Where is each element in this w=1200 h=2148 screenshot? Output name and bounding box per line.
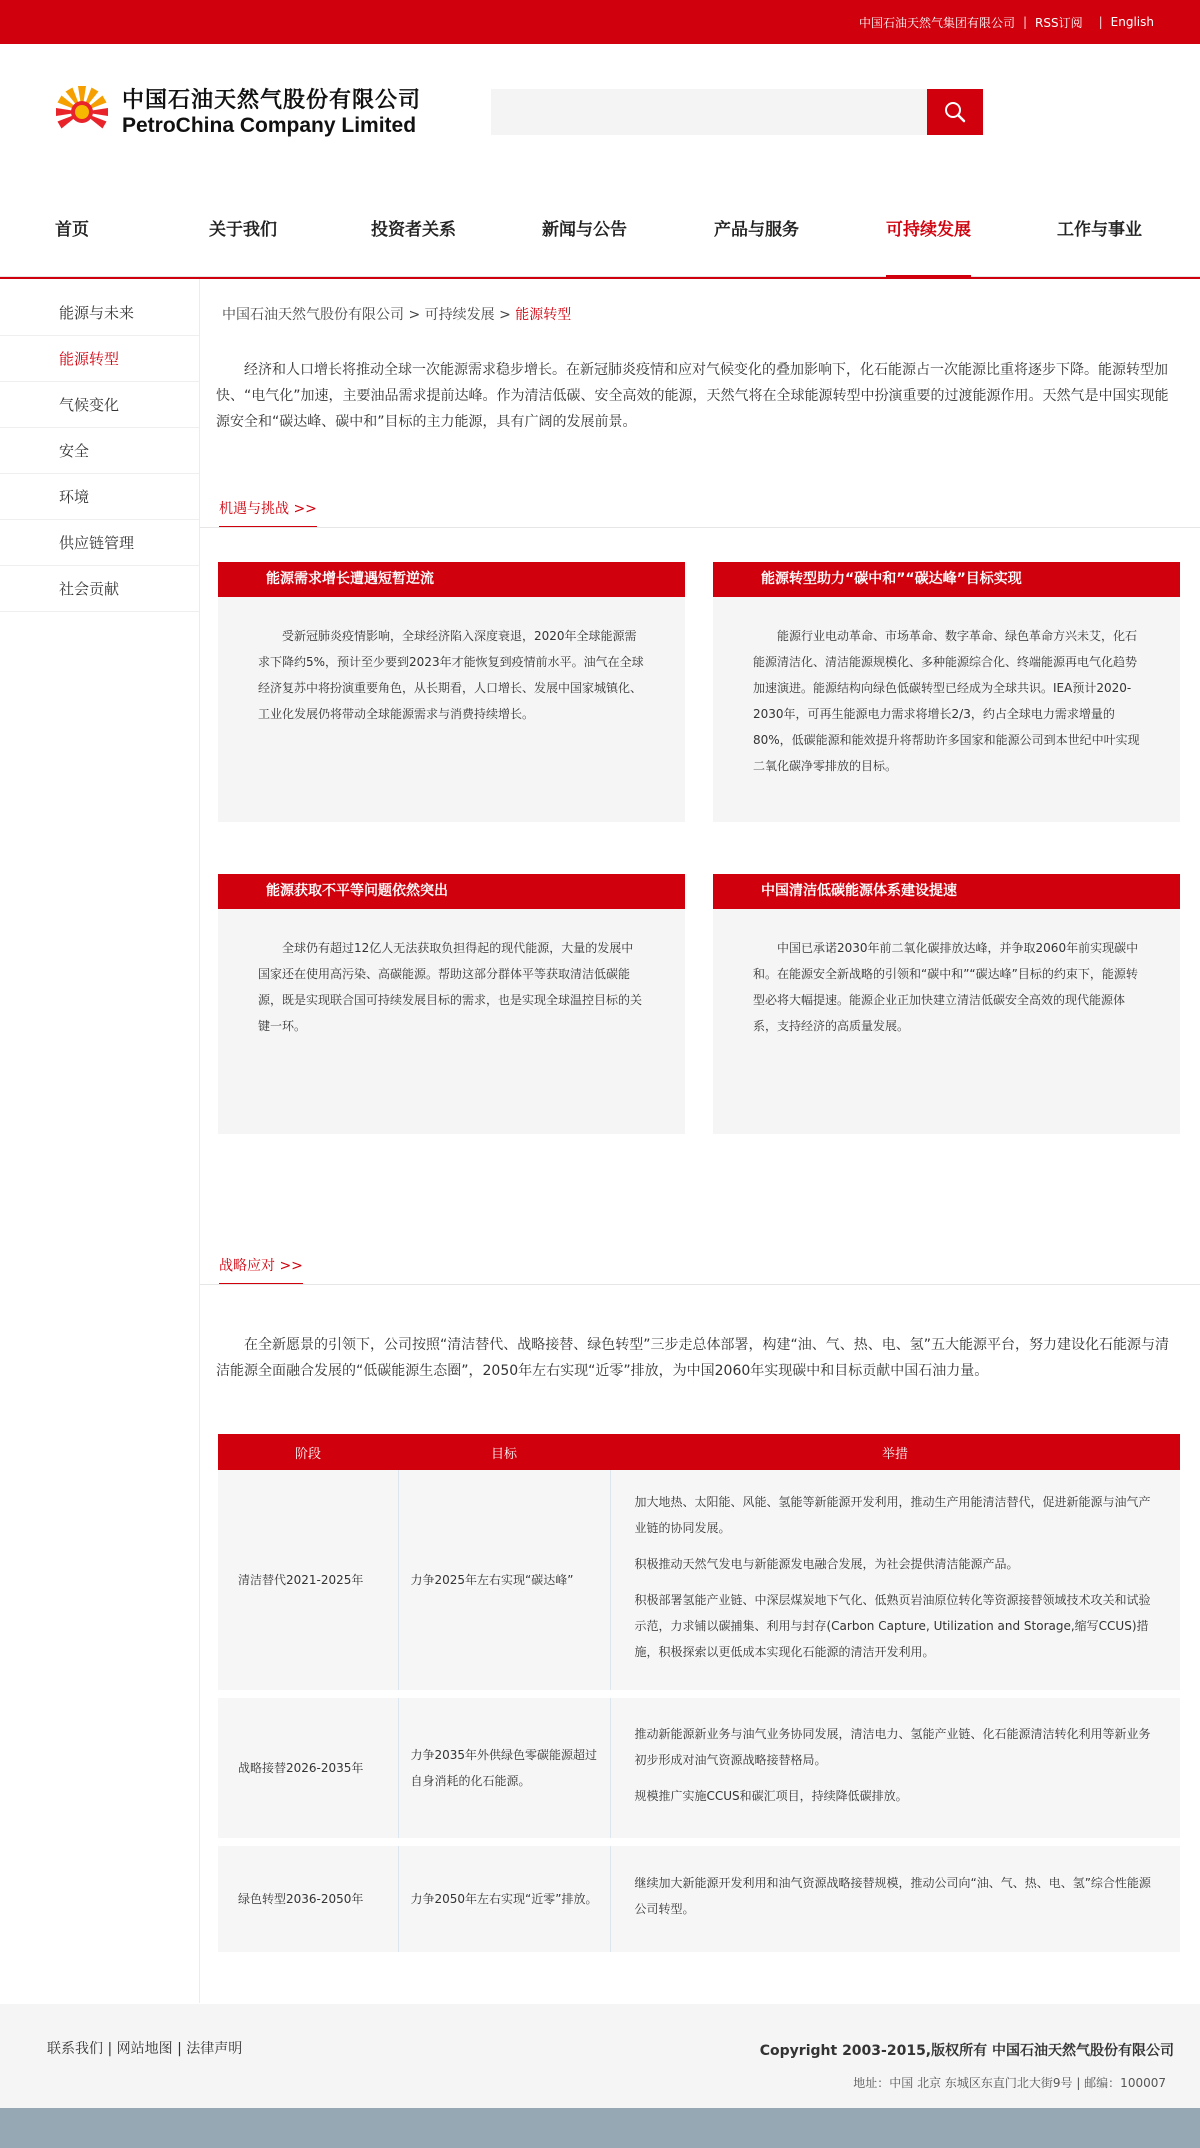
breadcrumb-sep: > [494,307,516,323]
search-box [491,89,983,135]
site-logo[interactable] [54,82,421,138]
measure-item: 加大地热、太阳能、风能、氢能等新能源开发利用，推动生产用能清洁替代，促进新能源与油气产业链的协同发展。 [634,1495,1151,1535]
card-title: 能源转型助力“碳中和”“碳达峰”目标实现 [713,562,1180,597]
nav-careers[interactable]: 工作与事业 [1057,220,1142,240]
measure-item: 积极推动天然气发电与新能源发电融合发展，为社会提供清洁能源产品。 [634,1557,1019,1571]
search-button[interactable] [927,89,983,135]
card-transition [713,562,1180,822]
footer-copyright: Copyright 2003-2015,版权所有 中国石油天然气股份有限公司 [759,2043,1174,2059]
breadcrumb-parent[interactable]: 可持续发展 [424,307,495,323]
sidebar [0,290,199,612]
table-cell-measures [610,1698,1180,1838]
sidebar-item-safety[interactable]: 安全 [0,428,199,474]
section-divider [200,1284,1200,1285]
nav-news[interactable]: 新闻与公告 [542,220,627,240]
sidebar-item-energy-transition[interactable]: 能源转型 [0,336,199,382]
measure-item: 推动新能源新业务与油气业务协同发展，清洁电力、氢能产业链、化石能源清洁转化利用等新业务初步形成对油气资源战略接替格局。 [634,1727,1151,1767]
table-row [218,1470,1180,1690]
card-text: 能源行业电动革命、市场革命、数字革命、绿色革命方兴未艾，化石能源清洁化、清洁能源规模化、多种能源综合化、终端能源再电气化趋势加速演进。能源结构向绿色低碳转型已经成为全球共识。IEA预计2020-2030年，可再生能源电力需求将增长2/3，约占全球电力需求增量的80%，低碳能源和能效提升将帮助许多国家和能源公司到本世纪中叶实现二氧化碳净零排放的目标。 [713,597,1180,822]
card-inequality [218,874,685,1134]
table-cell-stage: 绿色转型2036-2050年 [218,1846,398,1952]
nav-investor[interactable]: 投资者关系 [371,220,456,240]
logo-text [122,83,421,138]
card-title: 能源获取不平等问题依然突出 [218,874,685,909]
breadcrumb [222,304,571,324]
breadcrumb-home[interactable]: 中国石油天然气股份有限公司 [222,307,404,323]
breadcrumb-current: 能源转型 [515,307,572,323]
measure-item: 积极部署氢能产业链、中深层煤炭地下气化、低熟页岩油原位转化等资源接替领域技术攻关和试验示范，力求铺以碳捕集、利用与封存(Carbon Capture, Utilization and Storage,缩写CCUS)措施，积极探索以更低成本实现化石能源的清洁开发利用。 [634,1593,1151,1659]
table-cell-goal: 力争2035年外供绿色零碳能源超过自身消耗的化石能源。 [398,1698,610,1838]
sidebar-item-energy-future[interactable]: 能源与未来 [0,290,199,336]
main-nav [0,200,1200,277]
table-header-stage: 阶段 [218,1434,398,1470]
top-bar [0,0,1200,44]
table-cell-measures [610,1470,1180,1690]
breadcrumb-sep: > [404,307,425,323]
search-input[interactable] [491,89,927,135]
measure-item: 继续加大新能源开发利用和油气资源战略接替规模，推动公司向“油、气、热、电、氢”综合性能源公司转型。 [634,1876,1151,1916]
table-cell-goal: 力争2050年左右实现“近零”排放。 [398,1846,610,1952]
search-icon [943,100,967,124]
table-cell-stage: 清洁替代2021-2025年 [218,1470,398,1690]
table-gap [218,1690,1180,1698]
nav-about[interactable]: 关于我们 [209,220,277,240]
card-demand [218,562,685,822]
section-divider [200,527,1200,528]
sidebar-item-environment[interactable]: 环境 [0,474,199,520]
top-separator: | [1098,15,1103,29]
table-header-measures: 举措 [610,1434,1180,1470]
nav-divider [0,277,1200,279]
rss-link[interactable]: RSS订阅 [1035,15,1083,30]
nav-sustainability[interactable]: 可持续发展 [886,200,971,277]
measure-item: 规模推广实施CCUS和碳汇项目，持续降低碳排放。 [634,1789,908,1803]
card-title: 中国清洁低碳能源体系建设提速 [713,874,1180,909]
card-text: 受新冠肺炎疫情影响，全球经济陷入深度衰退，2020年全球能源需求下降约5%，预计至少要到2023年才能恢复到疫情前水平。油气在全球经济复苏中将扮演重要角色，从长期看，人口增长、发展中国家城镇化、工业化发展仍将带动全球能源需求与消费持续增长。 [218,597,685,822]
table-gap [218,1838,1180,1846]
footer-address: 地址：中国 北京 东城区东直门北大街9号 | 邮编：100007 [853,2076,1166,2090]
footer-link-sitemap[interactable]: 网站地图 [116,2041,173,2057]
sidebar-divider [199,279,200,2003]
footer-link-contact[interactable]: 联系我们 [47,2041,103,2057]
footer-links [47,2038,242,2058]
footer-link-legal[interactable]: 法律声明 [186,2041,243,2057]
company-name-cn: 中国石油天然气股份有限公司 [122,87,422,113]
table-header-goal: 目标 [398,1434,610,1470]
sidebar-item-supply-chain[interactable]: 供应链管理 [0,520,199,566]
english-link[interactable]: English [1110,15,1154,29]
top-links [859,0,1154,44]
top-separator: | [1022,15,1028,29]
footer [0,2004,1200,2108]
sidebar-item-social[interactable]: 社会贡献 [0,566,199,612]
table-row [218,1698,1180,1838]
card-title: 能源需求增长遭遇短暂逆流 [218,562,685,597]
strategy-paragraph: 在全新愿景的引领下，公司按照“清洁替代、战略接替、绿色转型”三步走总体部署，构建“油、气、热、电、氢”五大能源平台，努力建设化石能源与清洁能源全面融合发展的“低碳能源生态圈”，2050年左右实现“近零”排放，为中国2060年实现碳中和目标贡献中国石油力量。 [216,1337,1170,1379]
table-cell-goal: 力争2025年左右实现“碳达峰” [398,1470,610,1690]
group-company-link[interactable]: 中国石油天然气集团有限公司 [858,15,1015,30]
table-cell-measures [610,1846,1180,1952]
footer-separator: | [107,2041,117,2057]
card-text: 中国已承诺2030年前二氧化碳排放达峰，并争取2060年前实现碳中和。在能源安全新战略的引领和“碳中和”“碳达峰”目标的约束下，能源转型必将大幅提速。能源企业正加快建立清洁低碳安全高效的现代能源体系，支持经济的高质量发展。 [713,909,1180,1134]
section-title-opportunities: 机遇与挑战 >> [219,498,317,528]
strategy-table [218,1434,1180,1952]
section-title-strategy: 战略应对 >> [219,1255,303,1285]
card-text: 全球仍有超过12亿人无法获取负担得起的现代能源，大量的发展中国家还在使用高污染、高碳能源。帮助这部分群体平等获取清洁低碳能源，既是实现联合国可持续发展目标的需求，也是实现全球温控目标的关键一环。 [218,909,685,1134]
table-row [218,1846,1180,1952]
card-china-lowcarbon [713,874,1180,1134]
bottom-bar [0,2108,1200,2148]
intro-paragraph: 经济和人口增长将推动全球一次能源需求稳步增长。在新冠肺炎疫情和应对气候变化的叠加影响下，化石能源占一次能源比重将逐步下降。能源转型加快、“电气化”加速，主要油品需求提前达峰。作为清洁低碳、安全高效的能源，天然气将在全球能源转型中扮演重要的过渡能源作用。天然气是中国实现能源安全和“碳达峰、碳中和”目标的主力能源，具有广阔的发展前景。 [216,362,1169,430]
sidebar-item-climate[interactable]: 气候变化 [0,382,199,428]
petrochina-logo-icon [54,82,110,138]
company-name-en: PetroChina Company Limited [122,113,417,137]
nav-home[interactable]: 首页 [55,220,89,240]
footer-separator: | [177,2041,187,2057]
nav-products[interactable]: 产品与服务 [714,220,799,240]
table-cell-stage: 战略接替2026-2035年 [218,1698,398,1838]
